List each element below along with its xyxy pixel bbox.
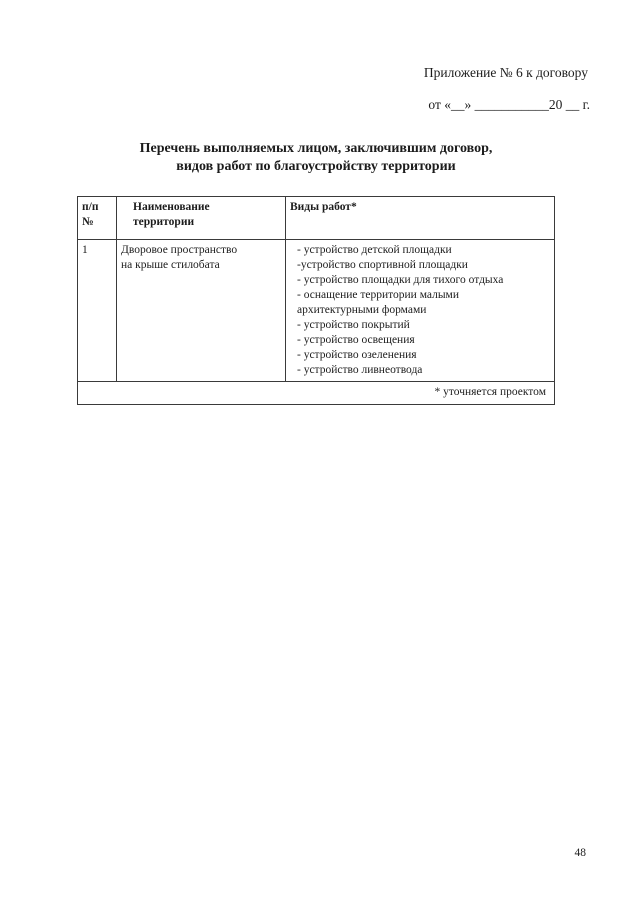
row-territory-name (117, 240, 286, 382)
work-item: - устройство освещения (297, 334, 415, 346)
document-title (78, 140, 554, 176)
row-works (286, 240, 555, 382)
work-item: архитектурными формами (297, 304, 427, 316)
header-num-line-1: п/п (82, 201, 99, 213)
appendix-label: Приложение № 6 к договору (423, 65, 588, 80)
footnote-row (78, 382, 555, 405)
work-item: -устройство спортивной площадки (297, 259, 468, 271)
works-table (77, 196, 555, 405)
work-item: - оснащение территории малыми (297, 289, 459, 301)
header-num-line-2: № (82, 216, 94, 228)
work-item: - устройство площадки для тихого отдыха (297, 274, 504, 286)
header-works: Виды работ* (286, 197, 555, 240)
work-item: - устройство покрытий (297, 319, 410, 331)
row-name-line-1: Дворовое пространство (121, 244, 238, 256)
row-num: 1 (78, 240, 117, 382)
document-title-line-2: видов работ по благоустройству территории (176, 159, 456, 174)
table-row (78, 240, 555, 382)
work-item: - устройство детской площадки (297, 244, 452, 256)
footnote: * уточняется проектом (78, 382, 555, 405)
page-number: 48 (574, 847, 586, 859)
header-name-line-1: Наименование (133, 201, 210, 213)
contract-date-line: от «__» ___________20 __ г. (428, 97, 590, 112)
header-num (78, 197, 117, 240)
works-list (290, 243, 550, 378)
header-name-line-2: территории (133, 216, 195, 228)
work-item: - устройство ливнеотвода (297, 364, 423, 376)
header-territory-name (117, 197, 286, 240)
document-title-line-1: Перечень выполняемых лицом, заключившим договор, (139, 141, 493, 156)
row-name-line-2: на крыше стилобата (121, 259, 220, 271)
table-header-row (78, 197, 555, 240)
work-item: - устройство озеленения (297, 349, 417, 361)
